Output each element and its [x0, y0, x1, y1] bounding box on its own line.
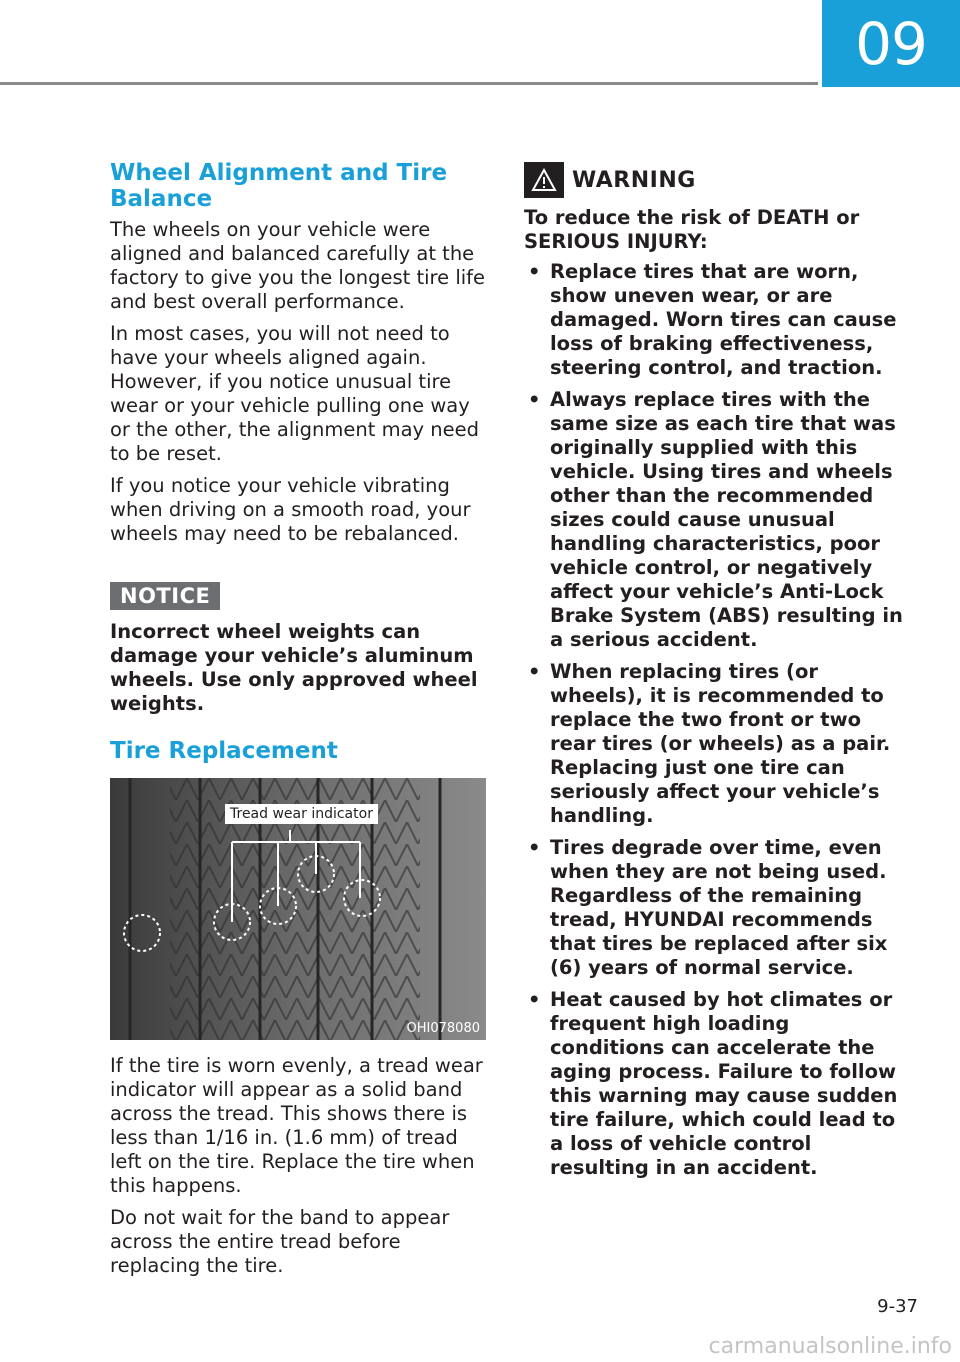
warning-item: • Replace tires that are worn, show uneven wear, or are damaged. Worn tires can cause loss of braking effectiveness, steering control, and traction. — [524, 260, 906, 380]
paragraph: Do not wait for the band to appear across the entire tread before replacing the tire. — [110, 1206, 450, 1277]
notice-text: Incorrect wheel weights can damage your vehicle’s aluminum wheels. Use only approved wheel weights. — [110, 620, 478, 715]
warning-list — [524, 260, 906, 1180]
warning-title: WARNING — [572, 167, 696, 193]
warning-item: • When replacing tires (or wheels), it is recommended to replace the two front or two rear tires (or wheels) as a pair. Replacing just one tire can seriously affect your vehicle’s handling. — [524, 660, 906, 828]
left-column — [110, 160, 490, 1286]
section-title-wheel-alignment: Wheel Alignment and Tire Balance — [110, 160, 448, 212]
header-rule — [0, 82, 818, 85]
paragraph: If you notice your vehicle vibrating when driving on a smooth road, your wheels may need to be rebalanced. — [110, 474, 471, 545]
figure-id: OHI078080 — [406, 1021, 480, 1036]
chapter-number: 09 — [855, 9, 927, 78]
chapter-tab — [822, 0, 960, 87]
notice-label: NOTICE — [110, 582, 220, 610]
page-number: 9-37 — [877, 1296, 918, 1317]
paragraph: In most cases, you will not need to have your wheels aligned again. However, if you notice unusual tire wear or your vehicle pulling one way or the other, the alignment may need to be reset. — [110, 322, 480, 465]
warning-icon — [524, 162, 564, 198]
section-title-tire-replacement: Tire Replacement — [110, 738, 338, 764]
right-column — [524, 162, 906, 1188]
tread-wear-indicator-label: Tread wear indicator — [225, 804, 378, 824]
warning-intro: To reduce the risk of DEATH or SERIOUS INJURY: — [524, 206, 860, 253]
warning-item: • Heat caused by hot climates or frequent high loading conditions can accelerate the aging process. Failure to follow this warning may cause sudden tire failure, which could lead to a loss of vehicle control resulting in an accident. — [524, 988, 906, 1180]
paragraph: If the tire is worn evenly, a tread wear indicator will appear as a solid band across the tread. This shows there is less than 1/16 in. (1.6 mm) of tread left on the tire. Replace the tire when this happens. — [110, 1054, 483, 1197]
watermark: carmanualsonline.info — [708, 1334, 952, 1359]
tread-wear-figure — [110, 778, 486, 1040]
paragraph: The wheels on your vehicle were aligned and balanced carefully at the factory to give you the longest tire life and best overall performance. — [110, 218, 486, 313]
warning-item: • Always replace tires with the same size as each tire that was originally supplied with this vehicle. Using tires and wheels other than the recommended sizes could cause unusual handling characteristics, poor vehicle control, or negatively affect your vehicle’s Anti-Lock Brake System (ABS) resulting in a serious accident. — [524, 388, 906, 652]
warning-header — [524, 162, 906, 198]
warning-item: • Tires degrade over time, even when they are not being used. Regardless of the remaining tread, HYUNDAI recommends that tires be replaced after six (6) years of normal service. — [524, 836, 906, 980]
